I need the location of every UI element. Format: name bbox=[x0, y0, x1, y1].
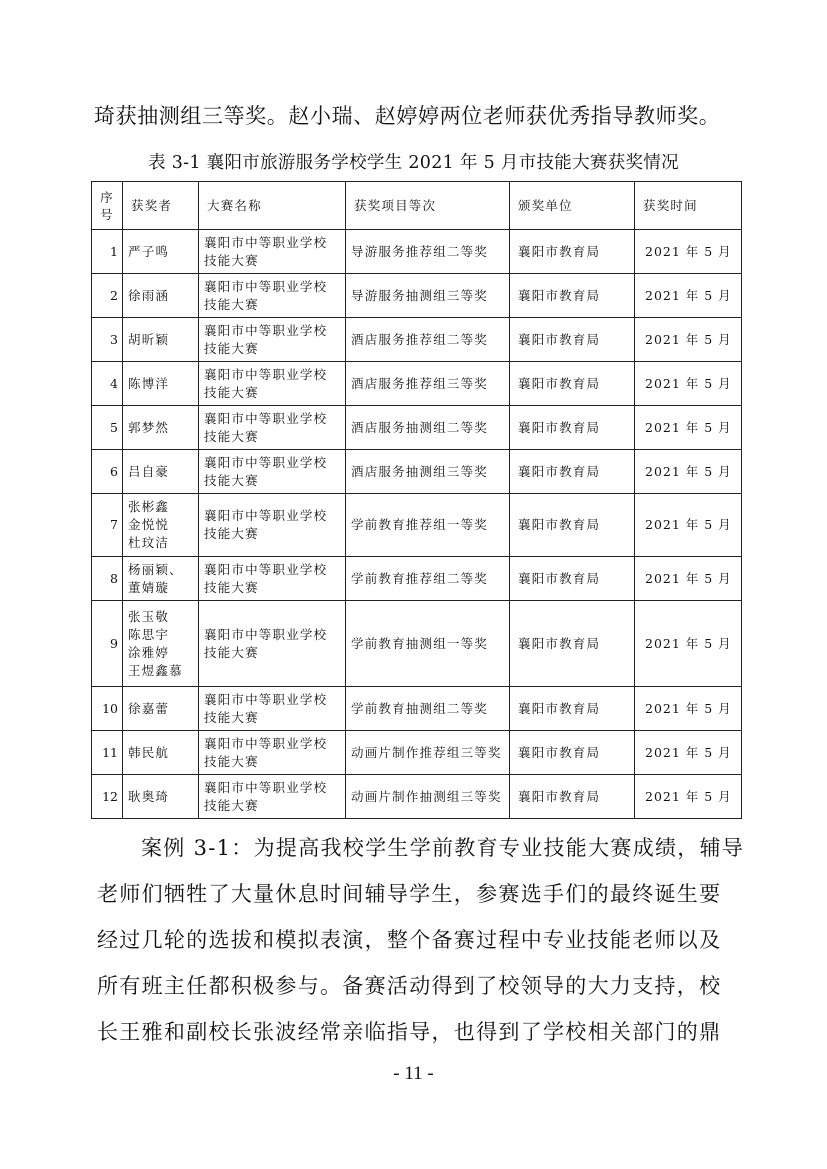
cell-contest: 襄阳市中等职业学校技能大赛 bbox=[199, 274, 346, 318]
cell-contest: 襄阳市中等职业学校技能大赛 bbox=[199, 687, 346, 731]
cell-winner: 严子鸣 bbox=[123, 230, 199, 274]
cell-no: 7 bbox=[92, 494, 123, 557]
cell-contest: 襄阳市中等职业学校技能大赛 bbox=[199, 362, 346, 406]
cell-contest: 襄阳市中等职业学校技能大赛 bbox=[199, 406, 346, 450]
cell-no: 9 bbox=[92, 601, 123, 687]
cell-unit: 襄阳市教育局 bbox=[510, 775, 635, 819]
awards-table bbox=[91, 181, 742, 819]
table-row bbox=[92, 494, 742, 557]
cell-contest: 襄阳市中等职业学校技能大赛 bbox=[199, 230, 346, 274]
cell-no: 12 bbox=[92, 775, 123, 819]
cell-winner: 韩民航 bbox=[123, 731, 199, 775]
cell-item: 动画片制作推荐组三等奖 bbox=[346, 731, 510, 775]
cell-unit: 襄阳市教育局 bbox=[510, 687, 635, 731]
cell-time: 2021 年 5 月 bbox=[635, 557, 742, 601]
cell-winner: 耿奥琦 bbox=[123, 775, 199, 819]
cell-time: 2021 年 5 月 bbox=[635, 775, 742, 819]
cell-item: 动画片制作抽测组三等奖 bbox=[346, 775, 510, 819]
table-row bbox=[92, 362, 742, 406]
page-number: - 11 - bbox=[393, 1063, 434, 1084]
table-row bbox=[92, 274, 742, 318]
body-line-3: 经过几轮的选拔和模拟表演，整个备赛过程中专业技能老师以及 bbox=[97, 928, 722, 952]
cell-no: 6 bbox=[92, 450, 123, 494]
table-caption: 表 3-1 襄阳市旅游服务学校学生 2021 年 5 月市技能大赛获奖情况 bbox=[148, 153, 679, 173]
cell-time: 2021 年 5 月 bbox=[635, 494, 742, 557]
cell-winner: 张玉敬 陈思宇 涂雅婷 王煜鑫慕 bbox=[123, 601, 199, 687]
cell-unit: 襄阳市教育局 bbox=[510, 494, 635, 557]
table-row bbox=[92, 318, 742, 362]
cell-no: 2 bbox=[92, 274, 123, 318]
cell-no: 11 bbox=[92, 731, 123, 775]
cell-time: 2021 年 5 月 bbox=[635, 406, 742, 450]
header-unit: 颁奖单位 bbox=[510, 182, 635, 230]
cell-unit: 襄阳市教育局 bbox=[510, 362, 635, 406]
cell-time: 2021 年 5 月 bbox=[635, 450, 742, 494]
cell-item: 酒店服务推荐组二等奖 bbox=[346, 318, 510, 362]
header-time: 获奖时间 bbox=[635, 182, 742, 230]
cell-time: 2021 年 5 月 bbox=[635, 731, 742, 775]
cell-no: 4 bbox=[92, 362, 123, 406]
cell-time: 2021 年 5 月 bbox=[635, 274, 742, 318]
cell-contest: 襄阳市中等职业学校技能大赛 bbox=[199, 731, 346, 775]
header-item: 获奖项目等次 bbox=[346, 182, 510, 230]
cell-unit: 襄阳市教育局 bbox=[510, 450, 635, 494]
header-no: 序号 bbox=[92, 182, 123, 230]
table-row bbox=[92, 731, 742, 775]
cell-contest: 襄阳市中等职业学校技能大赛 bbox=[199, 775, 346, 819]
cell-contest: 襄阳市中等职业学校技能大赛 bbox=[199, 557, 346, 601]
cell-unit: 襄阳市教育局 bbox=[510, 601, 635, 687]
cell-unit: 襄阳市教育局 bbox=[510, 274, 635, 318]
cell-item: 酒店服务抽测组三等奖 bbox=[346, 450, 510, 494]
cell-item: 导游服务抽测组三等奖 bbox=[346, 274, 510, 318]
cell-item: 学前教育推荐组二等奖 bbox=[346, 557, 510, 601]
cell-unit: 襄阳市教育局 bbox=[510, 230, 635, 274]
table-row bbox=[92, 230, 742, 274]
cell-time: 2021 年 5 月 bbox=[635, 362, 742, 406]
body-line-1: 案例 3-1：为提高我校学生学前教育专业技能大赛成绩，辅导 bbox=[141, 836, 745, 860]
body-line-4: 所有班主任都积极参与。备赛活动得到了校领导的大力支持，校 bbox=[97, 974, 722, 998]
cell-item: 学前教育抽测组二等奖 bbox=[346, 687, 510, 731]
table-body bbox=[92, 230, 742, 819]
header-winner: 获奖者 bbox=[123, 182, 199, 230]
cell-no: 3 bbox=[92, 318, 123, 362]
cell-winner: 吕自豪 bbox=[123, 450, 199, 494]
cell-no: 10 bbox=[92, 687, 123, 731]
intro-line: 琦获抽测组三等奖。赵小瑞、赵婷婷两位老师获优秀指导教师奖。 bbox=[94, 104, 721, 128]
table-header-row bbox=[92, 182, 742, 230]
table-row bbox=[92, 687, 742, 731]
cell-no: 8 bbox=[92, 557, 123, 601]
cell-unit: 襄阳市教育局 bbox=[510, 731, 635, 775]
cell-time: 2021 年 5 月 bbox=[635, 230, 742, 274]
header-contest: 大赛名称 bbox=[199, 182, 346, 230]
cell-item: 学前教育抽测组一等奖 bbox=[346, 601, 510, 687]
cell-item: 酒店服务推荐组三等奖 bbox=[346, 362, 510, 406]
table-row bbox=[92, 406, 742, 450]
cell-winner: 陈博洋 bbox=[123, 362, 199, 406]
cell-winner: 胡昕颖 bbox=[123, 318, 199, 362]
cell-time: 2021 年 5 月 bbox=[635, 601, 742, 687]
body-line-5: 长王雅和副校长张波经常亲临指导，也得到了学校相关部门的鼎 bbox=[97, 1020, 722, 1044]
cell-no: 1 bbox=[92, 230, 123, 274]
cell-unit: 襄阳市教育局 bbox=[510, 557, 635, 601]
table-row bbox=[92, 601, 742, 687]
cell-contest: 襄阳市中等职业学校技能大赛 bbox=[199, 601, 346, 687]
cell-item: 学前教育推荐组一等奖 bbox=[346, 494, 510, 557]
table-row bbox=[92, 450, 742, 494]
cell-winner: 杨丽颖、 董婧璇 bbox=[123, 557, 199, 601]
cell-time: 2021 年 5 月 bbox=[635, 318, 742, 362]
cell-time: 2021 年 5 月 bbox=[635, 687, 742, 731]
cell-winner: 张彬鑫 金悦悦 杜玟洁 bbox=[123, 494, 199, 557]
cell-winner: 徐嘉蕾 bbox=[123, 687, 199, 731]
cell-item: 酒店服务抽测组二等奖 bbox=[346, 406, 510, 450]
table-row bbox=[92, 557, 742, 601]
cell-item: 导游服务推荐组二等奖 bbox=[346, 230, 510, 274]
cell-unit: 襄阳市教育局 bbox=[510, 318, 635, 362]
cell-contest: 襄阳市中等职业学校技能大赛 bbox=[199, 318, 346, 362]
cell-winner: 徐雨涵 bbox=[123, 274, 199, 318]
cell-unit: 襄阳市教育局 bbox=[510, 406, 635, 450]
cell-winner: 郭梦然 bbox=[123, 406, 199, 450]
cell-no: 5 bbox=[92, 406, 123, 450]
cell-contest: 襄阳市中等职业学校技能大赛 bbox=[199, 494, 346, 557]
body-line-2: 老师们牺牲了大量休息时间辅导学生，参赛选手们的最终诞生要 bbox=[97, 882, 722, 906]
cell-contest: 襄阳市中等职业学校技能大赛 bbox=[199, 450, 346, 494]
table-row bbox=[92, 775, 742, 819]
